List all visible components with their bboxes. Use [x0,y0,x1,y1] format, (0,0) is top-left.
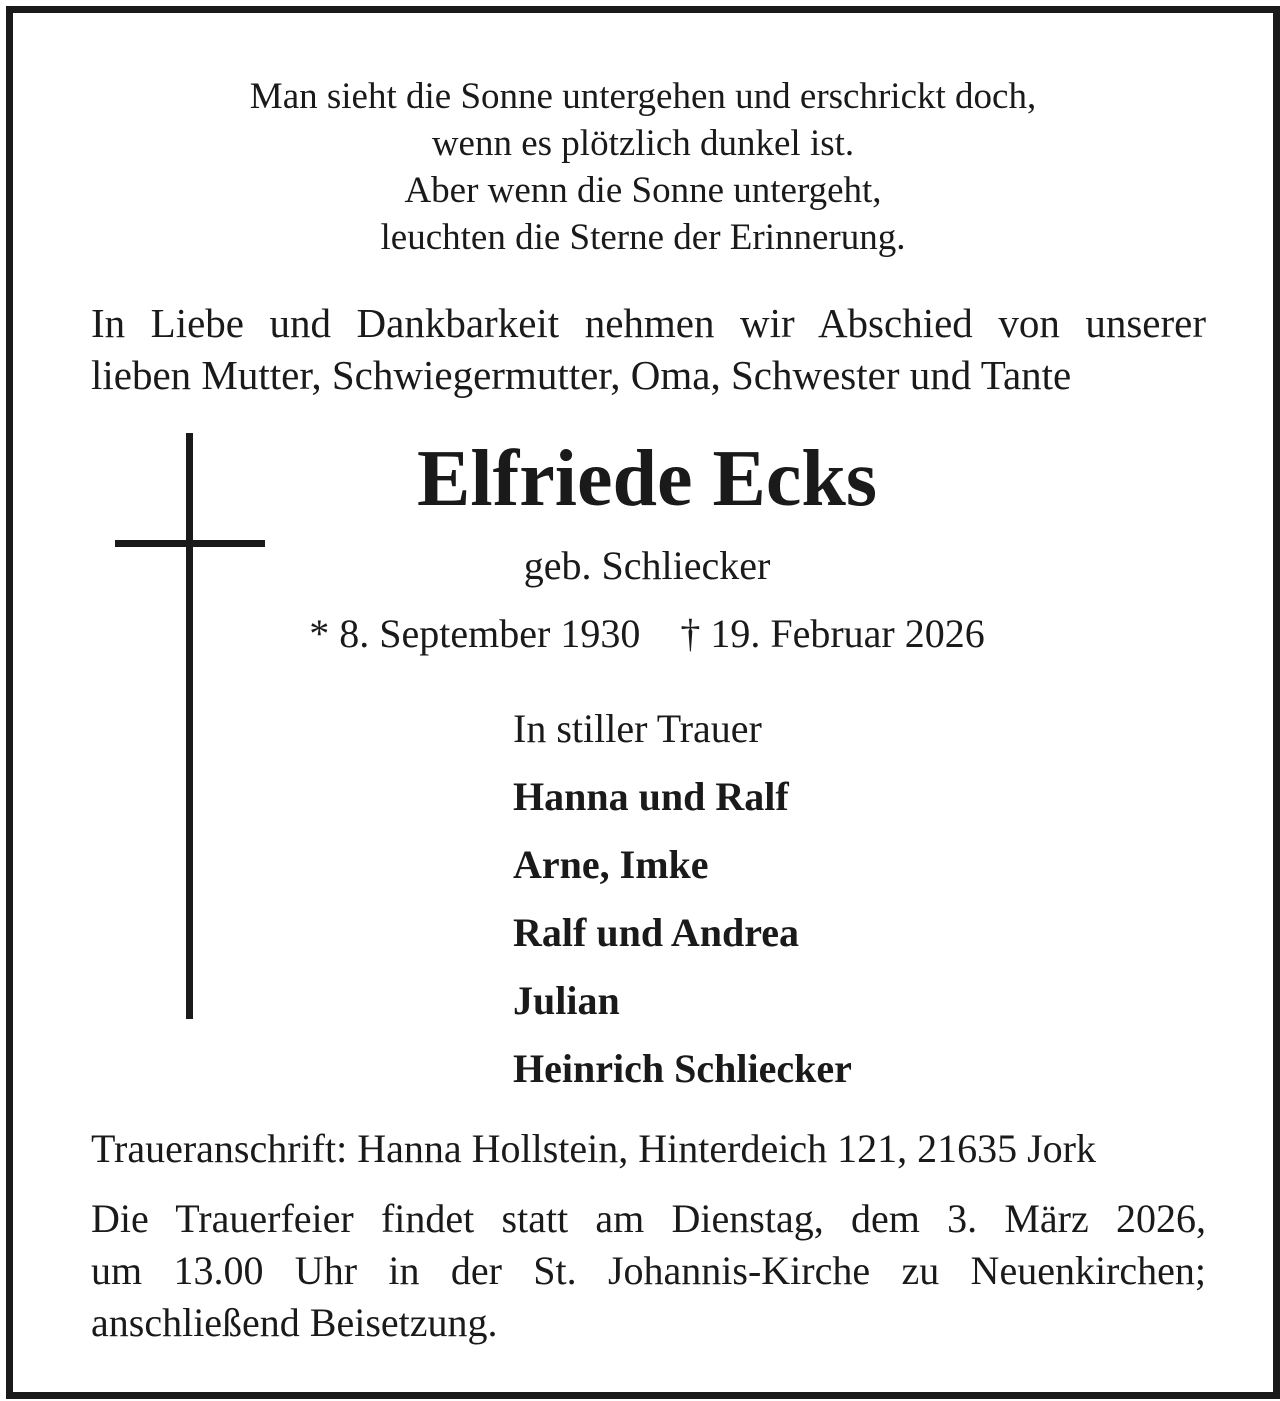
mourner-name: Arne, Imke [513,842,709,887]
life-dates [13,609,1280,659]
deceased-name: Elfriede Ecks [417,435,877,523]
poem-line: leuchten die Sterne der Erinnerung. [380,217,906,258]
mourner-name: Heinrich Schliecker [513,1046,852,1091]
intro-line: lieben Mutter, Schwiegermutter, Oma, Schwester und Tante [91,352,1072,398]
poem [13,73,1273,261]
poem-line: wenn es plötzlich dunkel ist. [431,123,855,164]
mourners-heading: In stiller Trauer [513,706,762,751]
maiden-name: geb. Schliecker [523,543,771,588]
mourner-name: Ralf und Andrea [513,910,800,955]
mourning-address: Traueranschrift: Hanna Hollstein, Hinterdeich 121, 21635 Jork [91,1126,1096,1171]
mourner-name: Julian [513,978,620,1023]
ceremony-line: Die Trauerfeier findet statt am Dienstag, dem 3. März 2026, [91,1196,1206,1241]
poem-line: Man sieht die Sonne untergehen und erschrickt doch, [249,76,1037,117]
poem-line: Aber wenn die Sonne untergeht, [404,170,882,211]
obituary-notice [6,6,1280,1399]
intro-line: In Liebe und Dankbarkeit nehmen wir Abschied von unserer [91,300,1206,346]
ceremony-info [91,1193,1206,1349]
mourners-list [513,695,852,1103]
death-date: † 19. Februar 2026 [680,611,985,656]
mourner-name: Hanna und Ralf [513,774,789,819]
intro-text [91,297,1206,401]
birth-date: * 8. September 1930 [309,611,641,656]
ceremony-line: um 13.00 Uhr in der St. Johannis-Kirche zu Neuenkirchen; [91,1248,1206,1293]
ceremony-line: anschließend Beisetzung. [91,1300,498,1345]
